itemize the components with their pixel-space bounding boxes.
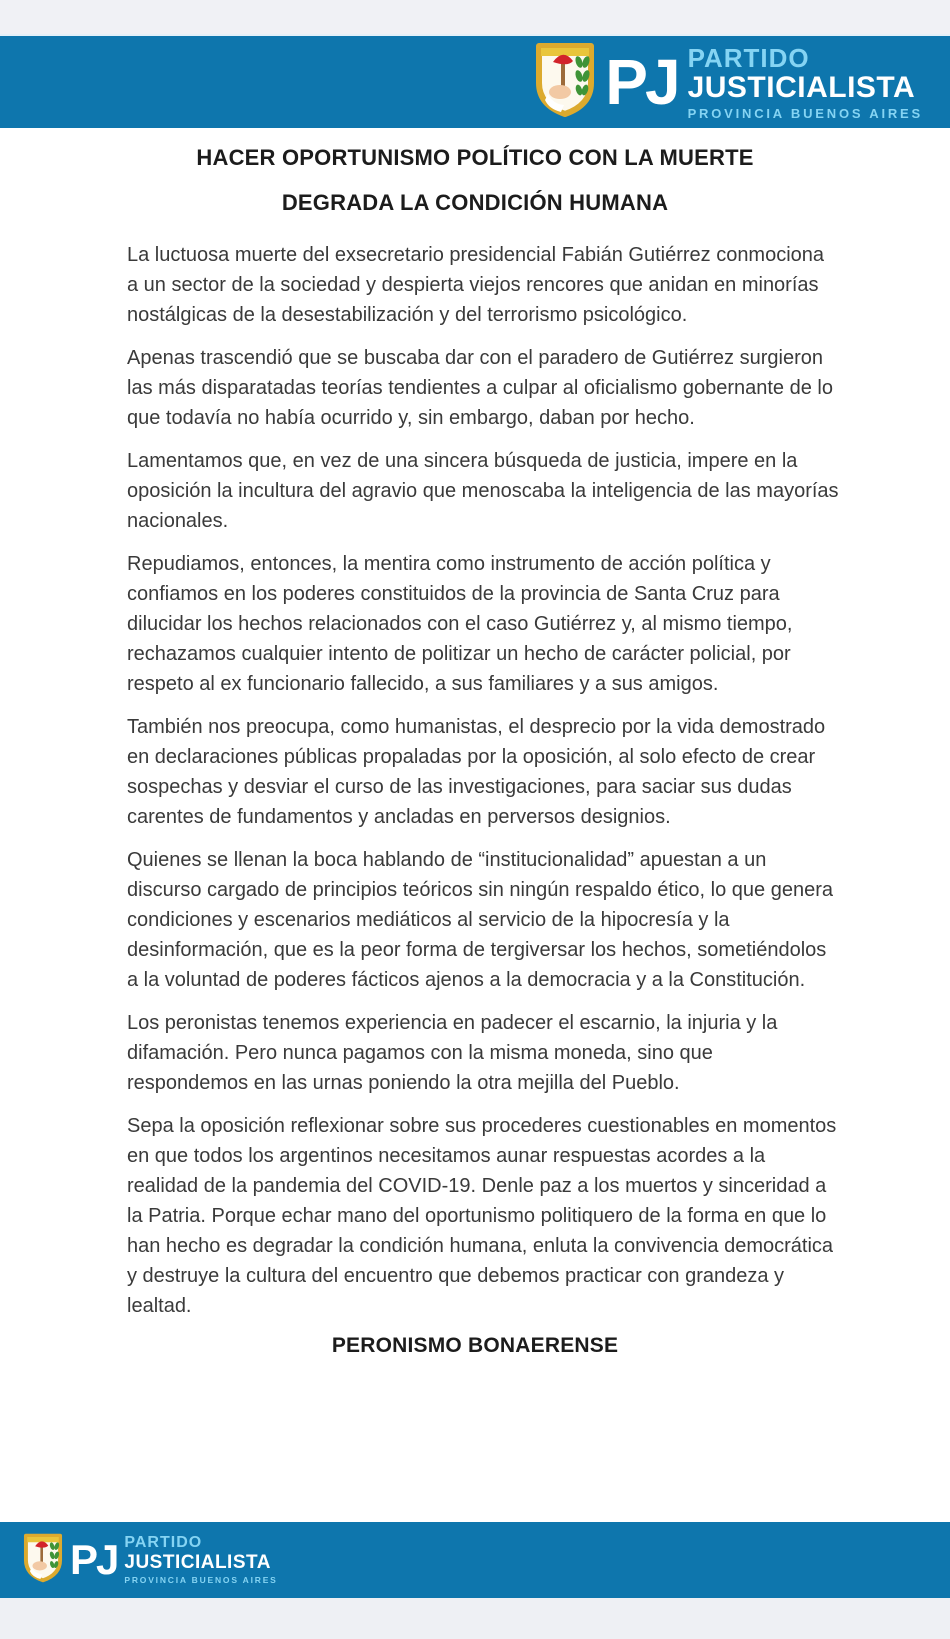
header-bar [0, 36, 950, 128]
document-title-line1: HACER OPORTUNISMO POLÍTICO CON LA MUERTE [196, 145, 754, 170]
pj-name-block [124, 1535, 277, 1585]
pj-initials: PJ [70, 1536, 118, 1583]
pj-initials: PJ [605, 46, 678, 118]
paragraph: Lamentamos que, en vez de una sincera búsqueda de justicia, impere en la oposición la incultura del agravio que menoscaba la inteligencia de las mayorías nacionales. [127, 450, 839, 532]
pj-name-block [687, 42, 923, 121]
document-body [127, 240, 839, 1321]
signature: PERONISMO BONAERENSE [331, 1334, 619, 1357]
document-title-line2: DEGRADA LA CONDICIÓN HUMANA [281, 190, 669, 215]
pj-shield-emblem-icon [22, 1533, 64, 1588]
party-name-line2: JUSTICIALISTA [124, 1552, 271, 1574]
paragraph: Repudiamos, entonces, la mentira como instrumento de acción política y confiamos en los poderes constituidos de la provincia de Santa Cruz para dilucidar los hechos relacionados con el caso Gutiérrez y, al mismo tiempo, rechazamos cualquier intento de politizar un hecho de carácter policial, por respeto al ex funcionario fallecido, a sus familiares y a sus amigos. [127, 553, 793, 695]
document-page [0, 128, 950, 1522]
paragraph: Los peronistas tenemos experiencia en padecer el escarnio, la injuria y la difamación. Pero nunca pagamos con la misma moneda, sino que respondemos en las urnas poniendo la otra mejilla del Pueblo. [127, 1012, 778, 1094]
pj-shield-emblem-icon [533, 42, 597, 123]
party-subtitle: PROVINCIA BUENOS AIRES [124, 1575, 278, 1586]
party-name-line1: PARTIDO [124, 1534, 203, 1552]
party-name-line2: JUSTICIALISTA [687, 70, 916, 104]
pj-logo-footer [22, 1533, 278, 1588]
paragraph: Apenas trascendió que se buscaba dar con el paradero de Gutiérrez surgieron las más disparatadas teorías tendientes a culpar al oficialismo gobernante de lo que todavía no había ocurrido y, sin embargo, daban por hecho. [127, 347, 833, 429]
paragraph: Quienes se llenan la boca hablando de “institucionalidad” apuestan a un discurso cargado de principios teóricos sin ningún respaldo ético, lo que genera condiciones y escenarios mediáticos al servicio de la hipocresía y la desinformación, que es la peor forma de tergiversar los hechos, sometiéndolos a la voluntad de poderes fácticos ajenos a la democracia y a la Constitución. [127, 849, 833, 991]
party-subtitle: PROVINCIA BUENOS AIRES [687, 105, 923, 121]
party-name-line1: PARTIDO [687, 42, 810, 73]
pj-logo-header [533, 42, 923, 123]
footer-bar [0, 1522, 950, 1598]
page-margin-top [0, 0, 950, 36]
paragraph: La luctuosa muerte del exsecretario presidencial Fabián Gutiérrez conmociona a un sector de la sociedad y despierta viejos rencores que anidan en minorías nostálgicas de la desestabilización y del terrorismo psicológico. [127, 244, 825, 326]
page-margin-bottom [0, 1598, 950, 1639]
paragraph: También nos preocupa, como humanistas, el desprecio por la vida demostrado en declaraciones públicas propaladas por la oposición, al solo efecto de crear sospechas y desviar el curso de las investigaciones, para saciar sus dudas carentes de fundamentos y ancladas en perversos designios. [127, 716, 826, 828]
paragraph: Sepa la oposición reflexionar sobre sus procederes cuestionables en momentos en que todos los argentinos necesitamos aunar respuestas acordes a la realidad de la pandemia del COVID-19. Denle paz a los muertos y sinceridad a la Patria. Porque echar mano del oportunismo politiquero de la forma en que lo han hecho es degradar la condición humana, enluta la convivencia democrática y destruye la cultura del encuentro que debemos practicar con grandeza y lealtad. [127, 1115, 837, 1317]
